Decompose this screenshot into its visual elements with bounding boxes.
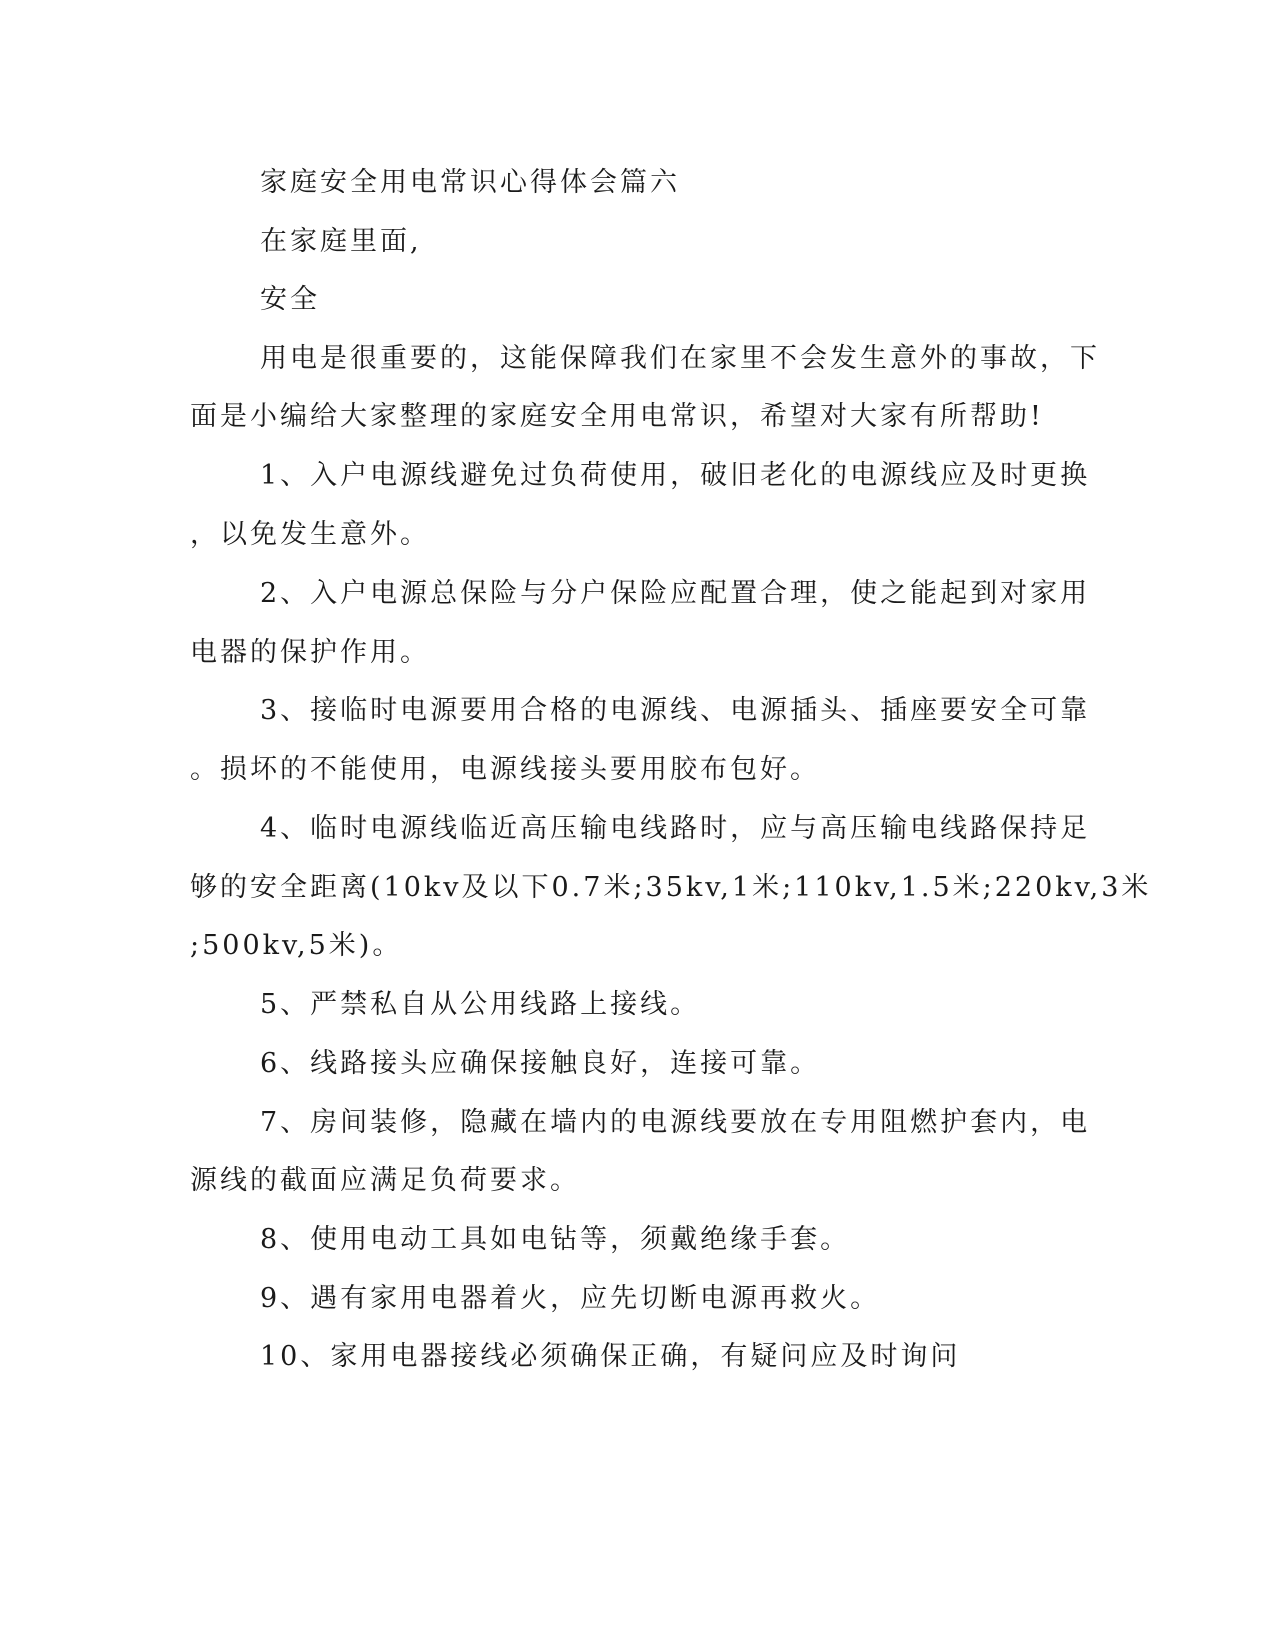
text-line: 源线的截面应满足负荷要求。 <box>190 1165 580 1196</box>
list-item-5: 5、严禁私自从公用线路上接线。 <box>260 989 701 1020</box>
text-line: 面是小编给大家整理的家庭安全用电常识，希望对大家有所帮助! <box>190 401 1044 432</box>
text-line: ;500kv,5米)。 <box>190 930 403 961</box>
list-item-3: 3、接临时电源要用合格的电源线、电源插头、插座要安全可靠 <box>260 695 1091 726</box>
document-title: 家庭安全用电常识心得体会篇六 <box>260 167 680 198</box>
list-item-7: 7、房间装修，隐藏在墙内的电源线要放在专用阻燃护套内，电 <box>260 1107 1091 1138</box>
text-line: 够的安全距离(10kv及以下0.7米;35kv,1米;110kv,1.5米;220kv,3米 <box>190 872 1152 903</box>
text-line: ，以免发生意外。 <box>190 519 430 550</box>
list-item-10: 10、家用电器接线必须确保正确，有疑问应及时询问 <box>260 1341 961 1372</box>
list-item-2: 2、入户电源总保险与分户保险应配置合理，使之能起到对家用 <box>260 578 1091 609</box>
text-line: 电器的保护作用。 <box>190 637 430 668</box>
text-line: 用电是很重要的，这能保障我们在家里不会发生意外的事故，下 <box>260 343 1100 374</box>
list-item-4: 4、临时电源线临近高压输电线路时，应与高压输电线路保持足 <box>260 813 1091 844</box>
list-item-6: 6、线路接头应确保接触良好，连接可靠。 <box>260 1048 821 1079</box>
text-line: 。损坏的不能使用，电源线接头要用胶布包好。 <box>190 754 820 785</box>
text-line: 在家庭里面, <box>260 226 422 257</box>
text-line: 安全 <box>260 284 320 315</box>
list-item-8: 8、使用电动工具如电钻等，须戴绝缘手套。 <box>260 1224 851 1255</box>
list-item-9: 9、遇有家用电器着火，应先切断电源再救火。 <box>260 1283 881 1314</box>
list-item-1: 1、入户电源线避免过负荷使用，破旧老化的电源线应及时更换 <box>260 460 1091 491</box>
